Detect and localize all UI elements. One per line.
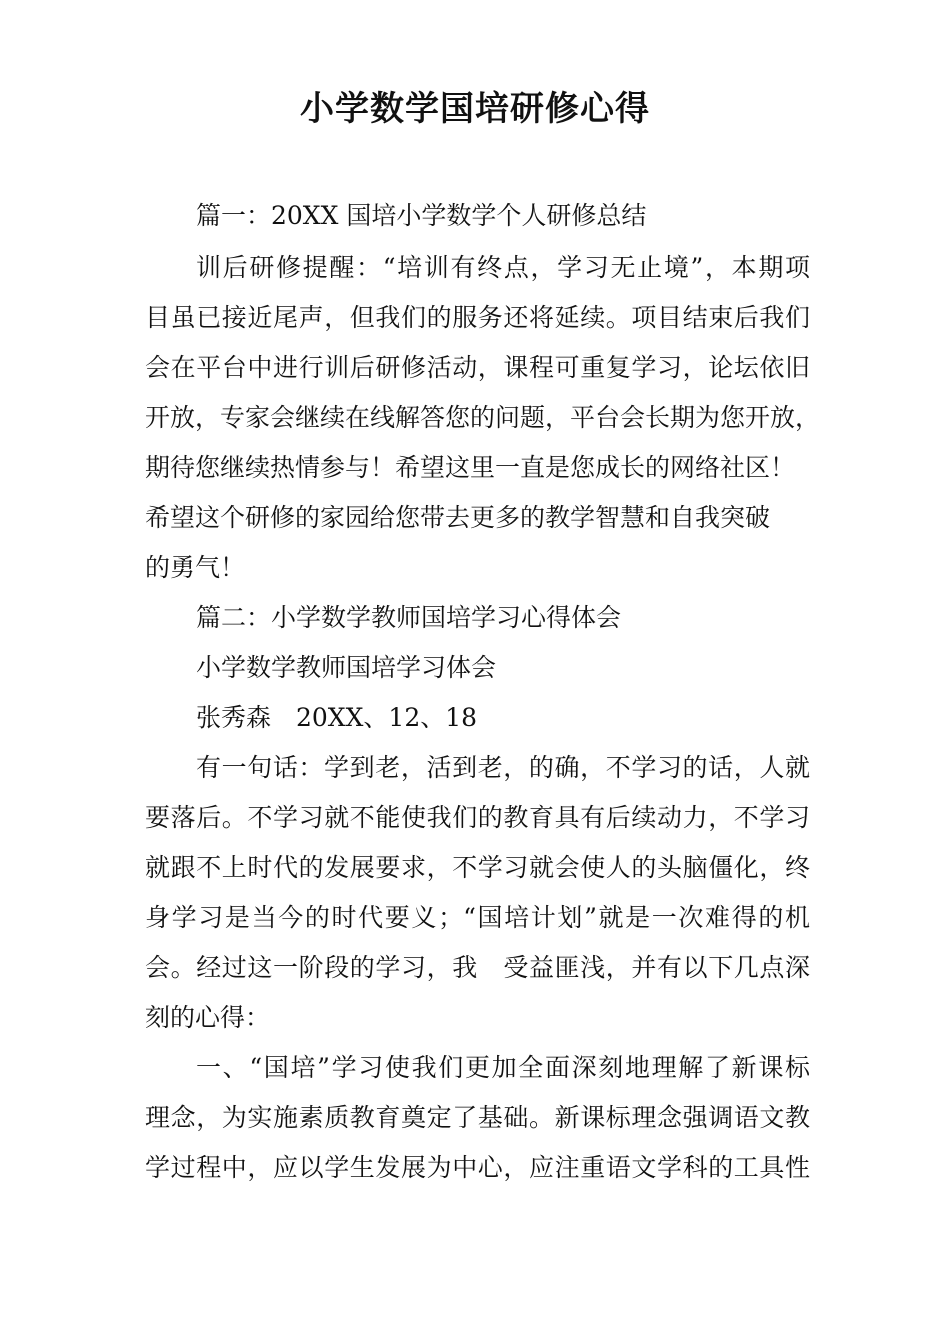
paragraph-line: 就跟不上时代的发展要求，不学习就会使人的头脑僵化，终 xyxy=(145,853,810,882)
paragraph-line: 目虽已接近尾声，但我们的服务还将延续。项目结束后我们 xyxy=(145,303,810,332)
section-heading-1: 篇一：20XX 国培小学数学个人研修总结 xyxy=(196,201,647,230)
paragraph-line: 会。经过这一阶段的学习，我 受益匪浅，并有以下几点深 xyxy=(145,953,810,982)
author-date: 张秀森 20XX、12、18 xyxy=(196,703,478,732)
paragraph-line: 会在平台中进行训后研修活动，课程可重复学习，论坛依旧 xyxy=(145,353,810,382)
subtitle: 小学数学教师国培学习体会 xyxy=(196,653,497,682)
paragraph-line: 开放，专家会继续在线解答您的问题，平台会长期为您开放， xyxy=(145,403,821,432)
section-heading-2: 篇二：小学数学教师国培学习心得体会 xyxy=(196,603,622,632)
paragraph-line: 期待您继续热情参与！希望这里一直是您成长的网络社区！ xyxy=(145,453,796,482)
document-title: 小学数学国培研修心得 xyxy=(300,89,650,129)
paragraph-line: 有一句话：学到老，活到老，的确，不学习的话，人就 xyxy=(196,753,810,782)
paragraph-line: 希望这个研修的家园给您带去更多的教学智慧和自我突破 xyxy=(145,503,771,532)
paragraph-line: 学过程中，应以学生发展为中心，应注重语文学科的工具性 xyxy=(145,1153,810,1182)
paragraph-line: 的勇气！ xyxy=(145,553,246,582)
paragraph-line: 理念，为实施素质教育奠定了基础。新课标理念强调语文教 xyxy=(145,1103,810,1132)
paragraph-line: 身学习是当今的时代要义；“国培计划”就是一次难得的机 xyxy=(145,903,810,932)
paragraph-line: 要落后。不学习就不能使我们的教育具有后续动力，不学习 xyxy=(145,803,810,832)
paragraph-line: 一、“国培”学习使我们更加全面深刻地理解了新课标 xyxy=(196,1053,810,1082)
paragraph-line: 训后研修提醒：“培训有终点，学习无止境”，本期项 xyxy=(196,253,810,282)
paragraph-line: 刻的心得： xyxy=(145,1003,271,1032)
